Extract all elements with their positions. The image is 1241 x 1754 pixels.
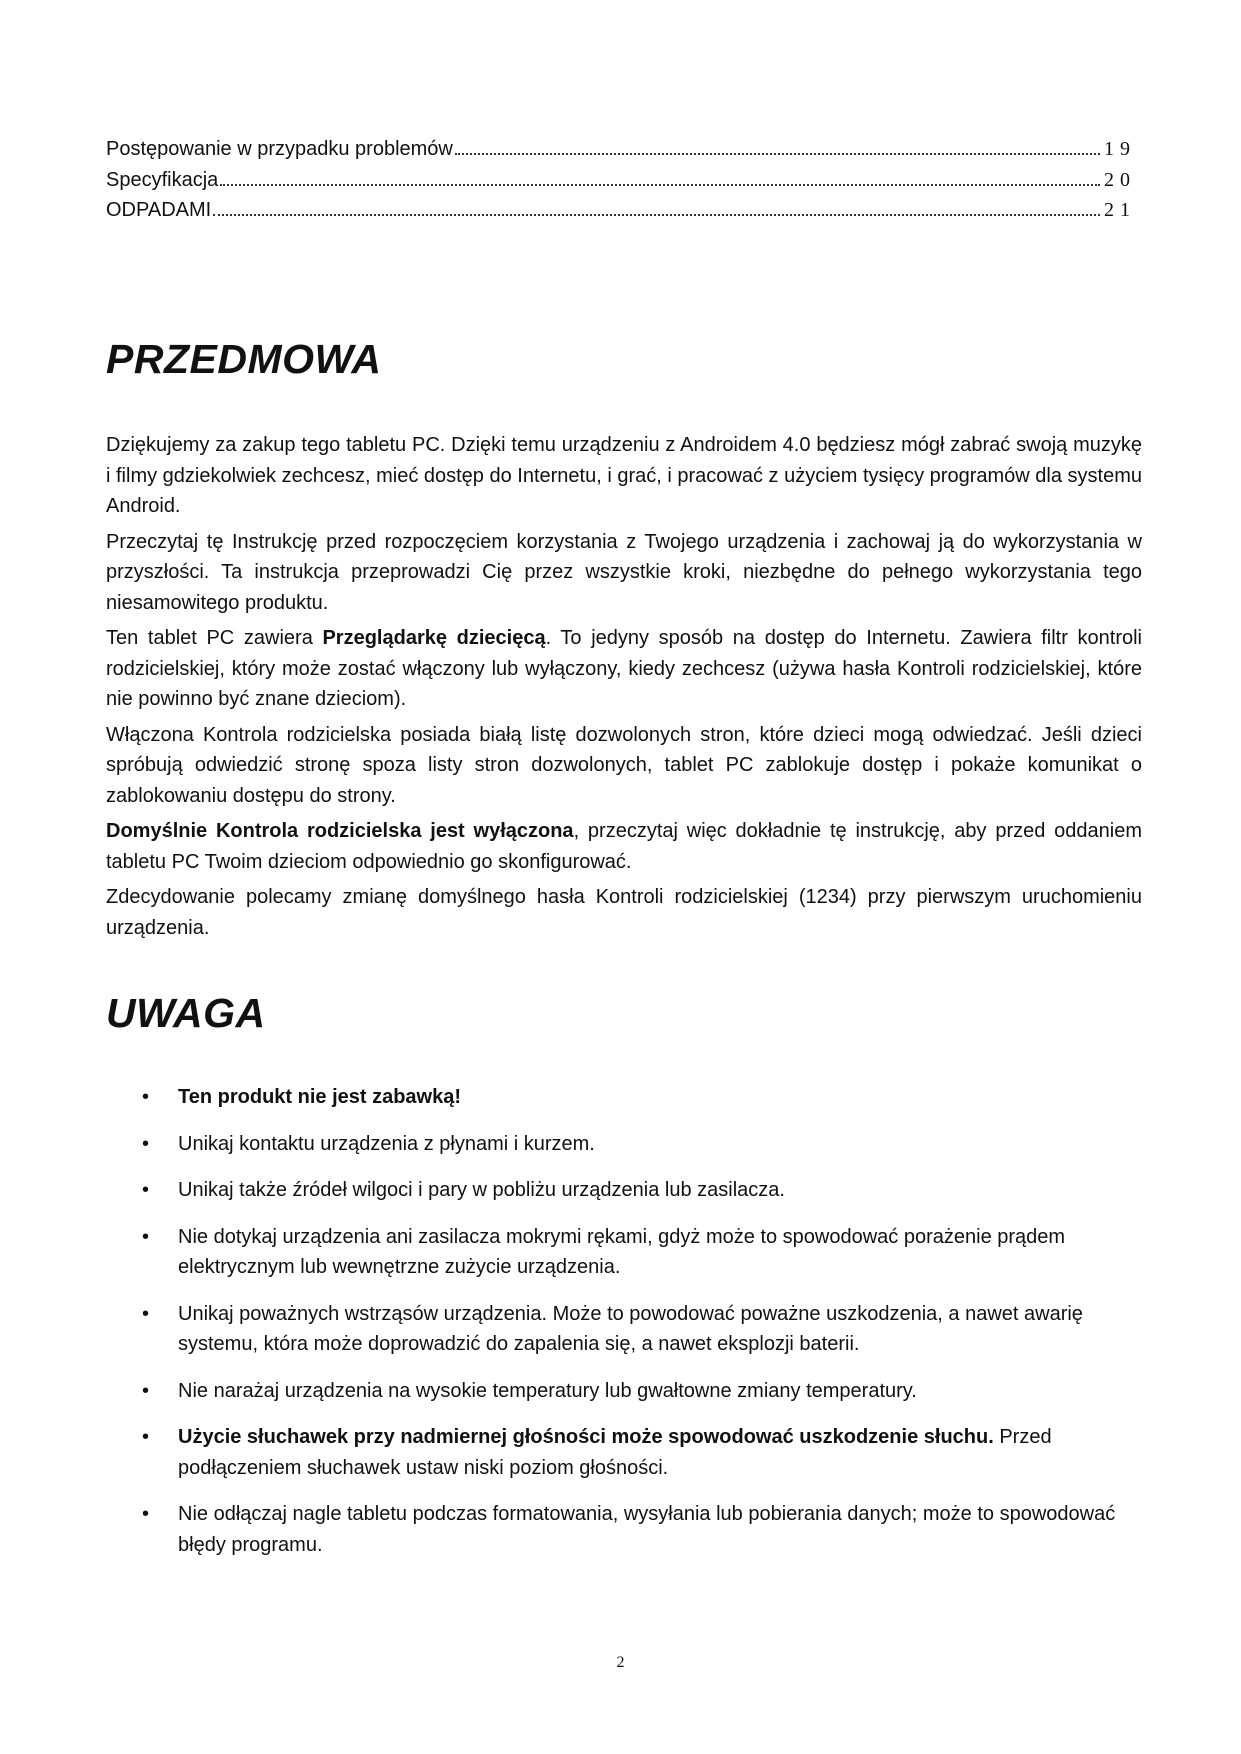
item-text: Unikaj poważnych wstrząsów urządzenia. Może to powodować poważne uszkodzenia, a nawet awarię systemu, która może doprowadzić do zapalenia się, a nawet eksplozji baterii. (178, 1302, 1083, 1355)
toc-leader-dots (213, 214, 1100, 216)
paragraph-text: . To jedyny sposób na dostęp do Internetu. Zawiera filtr kontroli rodzicielskiej, który może zostać włączony lub wyłączony, kiedy zechcesz (używa hasła Kontroli rodzicielskiej, które nie powinno być znane dzieciom). (106, 627, 1142, 710)
paragraph-text: Ten tablet PC zawiera (106, 627, 323, 649)
toc-leader-dots (455, 153, 1100, 155)
paragraph (106, 816, 1142, 877)
section-heading-uwaga: UWAGA (106, 990, 266, 1036)
toc-entry-page: 19 (1104, 138, 1136, 160)
warning-list (106, 1082, 1142, 1576)
section-heading-przedmowa: PRZEDMOWA (106, 336, 382, 382)
list-item (106, 1175, 1142, 1206)
bold-text: Użycie słuchawek przy nadmiernej głośności może spowodować uszkodzenie słuchu. (178, 1426, 994, 1448)
paragraph: Zdecydowanie polecamy zmianę domyślnego hasła Kontroli rodzicielskiej (1234) przy pierwszym uruchomieniu urządzenia. (106, 886, 1142, 939)
item-text: Unikaj także źródeł wilgoci i pary w pobliżu urządzenia lub zasilacza. (178, 1179, 785, 1201)
toc-entry-page: 20 (1104, 168, 1136, 191)
toc-entry-title: Postępowanie w przypadku problemów (106, 138, 453, 160)
item-text: Nie dotykaj urządzenia ani zasilacza mokrymi rękami, gdyż może to spowodować porażenie prądem elektrycznym lub wewnętrzne zużycie urządzenia. (178, 1225, 1066, 1278)
item-text: Przed podłączeniem słuchawek ustaw niski poziom głośności. (178, 1426, 1052, 1479)
item-text: Nie narażaj urządzenia na wysokie temperatury lub gwałtowne zmiany temperatury. (178, 1379, 917, 1402)
bold-text: Przeglądarkę dziecięcą (322, 627, 546, 649)
list-item (106, 1082, 1142, 1113)
toc-entry-page: 21 (1104, 199, 1136, 221)
item-text: Nie odłączaj nagle tabletu podczas formatowania, wysyłania lub pobierania danych; może to spowodować błędy programu. (178, 1503, 1116, 1556)
paragraph: Przeczytaj tę Instrukcję przed rozpoczęciem korzystania z Twojego urządzenia i zachowaj ją do wykorzystania w przyszłości. Ta instrukcja przeprowadzi Cię przez wszystkie kroki, niezbędne do pełnego wykorzystania tego niesamowitego produktu. (106, 530, 1142, 614)
list-item (106, 1222, 1142, 1283)
list-item (106, 1376, 1142, 1407)
list-item (106, 1299, 1142, 1360)
item-text: Unikaj kontaktu urządzenia z płynami i kurzem. (178, 1132, 595, 1155)
paragraph: Włączona Kontrola rodzicielska posiada białą listę dozwolonych stron, które dzieci mogą odwiedzać. Jeśli dzieci spróbują odwiedzić stronę spoza listy stron dozwolonych, tablet PC zablokuje dostęp i pokaże komunikat o zablokowaniu dostępu do strony. (106, 723, 1142, 807)
paragraph (106, 623, 1142, 715)
toc-leader-dots (220, 184, 1100, 186)
table-of-contents (106, 138, 1136, 230)
przedmowa-body (106, 430, 1142, 948)
paragraph-text: , przeczytaj więc dokładnie tę instrukcję, aby przed oddaniem tabletu PC Twoim dzieciom odpowiednio go skonfigurować. (106, 820, 1142, 873)
page-number: 2 (616, 1654, 625, 1671)
paragraph: Dziękujemy za zakup tego tabletu PC. Dzięki temu urządzeniu z Androidem 4.0 będziesz mógł zabrać swoją muzykę i filmy gdziekolwiek zechcesz, mieć dostęp do Internetu, i grać, i pracować z użyciem tysięcy programów dla systemu Android. (106, 434, 1142, 517)
list-item (106, 1499, 1142, 1560)
toc-entry-title: ODPADAMI (106, 199, 212, 221)
bold-text: Ten produkt nie jest zabawką! (178, 1086, 462, 1108)
list-item (106, 1129, 1142, 1160)
toc-entry[interactable] (106, 199, 1136, 230)
toc-entry[interactable] (106, 169, 1136, 200)
bold-text: Domyślnie Kontrola rodzicielska jest wyłączona (106, 820, 574, 842)
toc-entry-title: Specyfikacja (106, 168, 219, 191)
toc-entry[interactable] (106, 138, 1136, 169)
list-item (106, 1422, 1142, 1483)
